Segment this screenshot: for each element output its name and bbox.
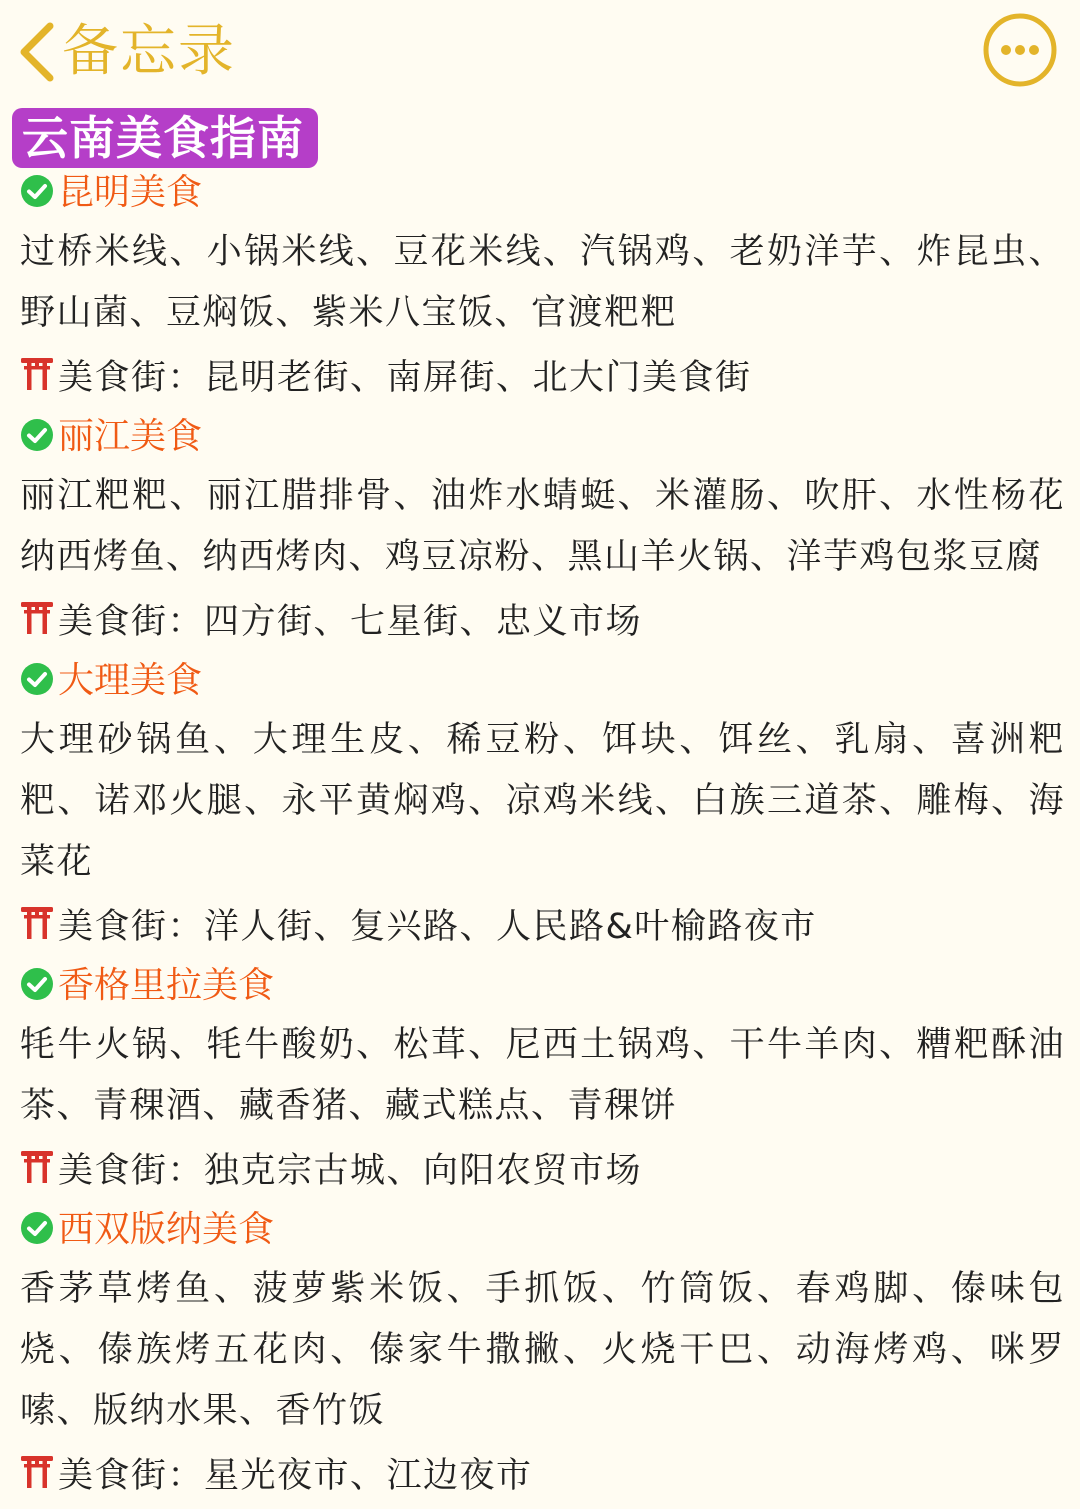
food-list: 香茅草烤鱼、菠萝紫米饭、手抓饭、竹筒饭、春鸡脚、傣味包烧、傣族烤五花肉、傣家牛撒撇、火烧干巴、动海烤鸡、咪罗嗦、版纳水果、香竹饭 [20,1269,1065,1431]
section-title: 西双版纳美食 [58,1209,275,1250]
section-header [20,1204,1065,1256]
torii-gate-icon [20,1453,54,1493]
food-street [20,1442,1065,1503]
section-header [20,960,1065,1012]
check-icon [20,1211,54,1249]
back-button[interactable] [14,14,236,90]
torii-gate-icon [20,355,54,395]
torii-gate-icon [20,1148,54,1188]
check-icon [20,418,54,456]
food-street-text: 美食街：星光夜市、江边夜市 [58,1455,533,1496]
section-lijiang [20,411,1065,649]
chevron-left-icon [14,20,58,84]
section-xishuangbanna [20,1204,1065,1503]
note-body [20,166,1065,1509]
food-street-text: 美食街：洋人街、复兴路、人民路&叶榆路夜市 [58,906,817,947]
food-street [20,1137,1065,1198]
section-header [20,411,1065,463]
section-kunming [20,167,1065,405]
section-header [20,167,1065,219]
food-street [20,588,1065,649]
food-list: 丽江粑粑、丽江腊排骨、油炸水蜻蜓、米灌肠、吹肝、水性杨花纳西烤鱼、纳西烤肉、鸡豆凉粉、黑山羊火锅、洋芋鸡包浆豆腐 [20,476,1065,577]
note-title-badge [12,108,318,168]
section-title: 丽江美食 [58,416,203,457]
section-title: 大理美食 [58,660,203,701]
food-street [20,893,1065,954]
food-list: 牦牛火锅、牦牛酸奶、松茸、尼西土锅鸡、干牛羊肉、糟粑酥油茶、青稞酒、藏香猪、藏式糕点、青稞饼 [20,1025,1065,1126]
check-icon [20,662,54,700]
food-list: 过桥米线、小锅米线、豆花米线、汽锅鸡、老奶洋芋、炸昆虫、野山菌、豆焖饭、紫米八宝饭、官渡粑粑 [20,232,1065,333]
section-title: 香格里拉美食 [58,965,275,1006]
food-street [20,344,1065,405]
food-street-text: 美食街：独克宗古城、向阳农贸市场 [58,1150,643,1191]
note-title: 云南美食指南 [22,111,304,165]
back-label: 备忘录 [62,19,236,84]
section-title: 昆明美食 [58,172,203,213]
food-street-text: 美食街：昆明老街、南屏街、北大门美食街 [58,357,752,398]
nav-bar [0,0,1080,100]
food-street-text: 美食街：四方街、七星街、忠义市场 [58,601,643,642]
torii-gate-icon [20,904,54,944]
more-dots-icon [982,12,1058,88]
check-icon [20,967,54,1005]
check-icon [20,174,54,212]
section-header [20,655,1065,707]
section-shangri-la [20,960,1065,1198]
more-button[interactable] [982,12,1058,88]
food-list: 大理砂锅鱼、大理生皮、稀豆粉、饵块、饵丝、乳扇、喜洲粑粑、诺邓火腿、永平黄焖鸡、凉鸡米线、白族三道茶、雕梅、海菜花 [20,720,1065,882]
section-dali [20,655,1065,954]
torii-gate-icon [20,599,54,639]
